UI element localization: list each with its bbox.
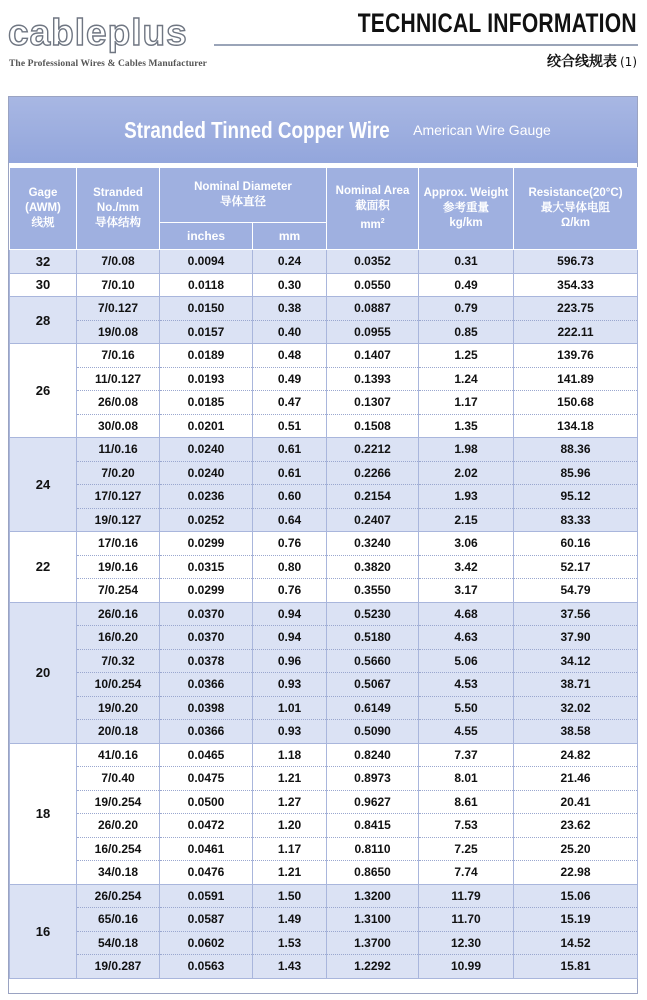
resistance-cell: 37.90 xyxy=(514,626,638,650)
mm-cell: 0.24 xyxy=(253,250,327,274)
area-cell: 0.5230 xyxy=(327,602,419,626)
banner-title: Stranded Tinned Copper Wire xyxy=(124,116,390,143)
table-row xyxy=(10,626,638,650)
mm-cell: 0.94 xyxy=(253,626,327,650)
weight-cell: 7.74 xyxy=(419,861,514,885)
table-row xyxy=(10,461,638,485)
mm-cell: 0.61 xyxy=(253,461,327,485)
table-row xyxy=(10,861,638,885)
table-row xyxy=(10,391,638,415)
page-subtitle xyxy=(547,51,637,71)
title-divider xyxy=(214,44,638,46)
gage-group xyxy=(10,743,638,884)
stranded-cell: 26/0.08 xyxy=(77,391,160,415)
gage-cell: 26 xyxy=(10,344,77,438)
weight-cell: 8.01 xyxy=(419,767,514,791)
stranded-cell: 26/0.20 xyxy=(77,814,160,838)
gage-group xyxy=(10,297,638,344)
weight-cell: 2.15 xyxy=(419,508,514,532)
stranded-cell: 65/0.16 xyxy=(77,908,160,932)
mm-cell: 1.21 xyxy=(253,861,327,885)
resistance-cell: 15.81 xyxy=(514,955,638,979)
resistance-cell: 222.11 xyxy=(514,320,638,344)
gage-cell: 28 xyxy=(10,297,77,344)
resistance-cell: 34.12 xyxy=(514,649,638,673)
table-row xyxy=(10,790,638,814)
inches-cell: 0.0315 xyxy=(160,555,253,579)
weight-cell: 1.17 xyxy=(419,391,514,415)
weight-cell: 7.53 xyxy=(419,814,514,838)
area-cell: 0.5067 xyxy=(327,673,419,697)
inches-cell: 0.0366 xyxy=(160,673,253,697)
resistance-cell: 54.79 xyxy=(514,579,638,603)
stranded-cell: 30/0.08 xyxy=(77,414,160,438)
inches-cell: 0.0370 xyxy=(160,626,253,650)
col-gage xyxy=(10,168,77,250)
resistance-cell: 60.16 xyxy=(514,532,638,556)
col-diameter-l1: Nominal Diameter xyxy=(194,181,292,193)
stranded-cell: 7/0.127 xyxy=(77,297,160,321)
table-row xyxy=(10,649,638,673)
gage-cell: 16 xyxy=(10,884,77,978)
resistance-cell: 25.20 xyxy=(514,837,638,861)
table-row xyxy=(10,297,638,321)
stranded-cell: 7/0.08 xyxy=(77,250,160,274)
resistance-cell: 24.82 xyxy=(514,743,638,767)
area-cell: 1.3100 xyxy=(327,908,419,932)
banner-subtitle: American Wire Gauge xyxy=(413,122,551,138)
gage-cell: 20 xyxy=(10,602,77,743)
table-row xyxy=(10,602,638,626)
mm-cell: 1.20 xyxy=(253,814,327,838)
stranded-cell: 19/0.127 xyxy=(77,508,160,532)
weight-cell: 1.35 xyxy=(419,414,514,438)
resistance-cell: 83.33 xyxy=(514,508,638,532)
mm-cell: 1.50 xyxy=(253,884,327,908)
area-cell: 0.2154 xyxy=(327,485,419,509)
area-cell: 0.0955 xyxy=(327,320,419,344)
col-inches: inches xyxy=(160,223,253,250)
weight-cell: 1.24 xyxy=(419,367,514,391)
resistance-cell: 15.06 xyxy=(514,884,638,908)
resistance-cell: 22.98 xyxy=(514,861,638,885)
mm-cell: 0.61 xyxy=(253,438,327,462)
mm-cell: 0.93 xyxy=(253,720,327,744)
gage-group xyxy=(10,250,638,274)
col-stranded-l2: No./mm xyxy=(96,202,140,214)
col-stranded-l3: 导体结构 xyxy=(95,217,141,229)
weight-cell: 11.70 xyxy=(419,908,514,932)
col-gage-l3: 线规 xyxy=(31,217,55,229)
table-row xyxy=(10,955,638,979)
mm-cell: 0.64 xyxy=(253,508,327,532)
stranded-cell: 41/0.16 xyxy=(77,743,160,767)
resistance-cell: 596.73 xyxy=(514,250,638,274)
col-gage-l2: (AWM) xyxy=(25,202,61,214)
resistance-cell: 21.46 xyxy=(514,767,638,791)
brand-logo: cableplus xyxy=(8,12,188,53)
col-area-l2: 截面积 xyxy=(355,200,390,213)
area-cell: 0.9627 xyxy=(327,790,419,814)
area-cell: 0.8973 xyxy=(327,767,419,791)
weight-cell: 3.42 xyxy=(419,555,514,579)
area-cell: 1.3200 xyxy=(327,884,419,908)
area-cell: 0.5180 xyxy=(327,626,419,650)
resistance-cell: 37.56 xyxy=(514,602,638,626)
inches-cell: 0.0475 xyxy=(160,767,253,791)
inches-cell: 0.0299 xyxy=(160,579,253,603)
mm-cell: 1.49 xyxy=(253,908,327,932)
resistance-cell: 141.89 xyxy=(514,367,638,391)
table-row xyxy=(10,908,638,932)
inches-cell: 0.0252 xyxy=(160,508,253,532)
area-cell: 0.0352 xyxy=(327,250,419,274)
mm-cell: 1.53 xyxy=(253,931,327,955)
area-cell: 0.5660 xyxy=(327,649,419,673)
gage-cell: 22 xyxy=(10,532,77,603)
area-cell: 0.1508 xyxy=(327,414,419,438)
weight-cell: 5.06 xyxy=(419,649,514,673)
weight-cell: 5.50 xyxy=(419,696,514,720)
area-cell: 0.1307 xyxy=(327,391,419,415)
gage-group xyxy=(10,602,638,743)
inches-cell: 0.0591 xyxy=(160,884,253,908)
inches-cell: 0.0240 xyxy=(160,438,253,462)
stranded-cell: 7/0.16 xyxy=(77,344,160,368)
resistance-cell: 354.33 xyxy=(514,273,638,297)
page-title: TECHNICAL INFORMATION xyxy=(357,8,637,38)
weight-cell: 0.79 xyxy=(419,297,514,321)
table-row xyxy=(10,414,638,438)
weight-cell: 2.02 xyxy=(419,461,514,485)
resistance-cell: 23.62 xyxy=(514,814,638,838)
table-row xyxy=(10,743,638,767)
stranded-cell: 17/0.127 xyxy=(77,485,160,509)
mm-cell: 1.17 xyxy=(253,837,327,861)
col-area-l1: Nominal Area xyxy=(335,185,410,198)
weight-cell: 12.30 xyxy=(419,931,514,955)
col-stranded-l1: Stranded xyxy=(93,187,143,199)
stranded-cell: 26/0.16 xyxy=(77,602,160,626)
weight-cell: 0.31 xyxy=(419,250,514,274)
area-cell: 0.2266 xyxy=(327,461,419,485)
mm-cell: 0.49 xyxy=(253,367,327,391)
area-cell: 0.6149 xyxy=(327,696,419,720)
weight-cell: 8.61 xyxy=(419,790,514,814)
col-diameter-l2: 导体直径 xyxy=(220,196,266,208)
resistance-cell: 14.52 xyxy=(514,931,638,955)
area-cell: 0.5090 xyxy=(327,720,419,744)
col-resistance-l1: Resistance(20°C) xyxy=(528,187,623,199)
table-banner xyxy=(9,97,637,165)
area-cell: 0.0887 xyxy=(327,297,419,321)
weight-cell: 7.37 xyxy=(419,743,514,767)
mm-cell: 0.93 xyxy=(253,673,327,697)
inches-cell: 0.0150 xyxy=(160,297,253,321)
stranded-cell: 7/0.254 xyxy=(77,579,160,603)
mm-cell: 1.21 xyxy=(253,767,327,791)
resistance-cell: 88.36 xyxy=(514,438,638,462)
table-row xyxy=(10,438,638,462)
inches-cell: 0.0602 xyxy=(160,931,253,955)
area-cell: 0.3240 xyxy=(327,532,419,556)
mm-cell: 0.94 xyxy=(253,602,327,626)
inches-cell: 0.0461 xyxy=(160,837,253,861)
table-row xyxy=(10,555,638,579)
spec-table-frame xyxy=(8,96,638,994)
inches-cell: 0.0299 xyxy=(160,532,253,556)
resistance-cell: 95.12 xyxy=(514,485,638,509)
table-row xyxy=(10,767,638,791)
inches-cell: 0.0500 xyxy=(160,790,253,814)
mm-cell: 0.48 xyxy=(253,344,327,368)
table-row xyxy=(10,508,638,532)
weight-cell: 4.55 xyxy=(419,720,514,744)
resistance-cell: 15.19 xyxy=(514,908,638,932)
area-cell: 1.3700 xyxy=(327,931,419,955)
table-row xyxy=(10,367,638,391)
area-cell: 0.2212 xyxy=(327,438,419,462)
col-area xyxy=(327,168,419,250)
gage-cell: 18 xyxy=(10,743,77,884)
table-row xyxy=(10,696,638,720)
stranded-cell: 17/0.16 xyxy=(77,532,160,556)
mm-cell: 1.18 xyxy=(253,743,327,767)
area-cell: 0.3550 xyxy=(327,579,419,603)
resistance-cell: 85.96 xyxy=(514,461,638,485)
weight-cell: 11.79 xyxy=(419,884,514,908)
subtitle-number: (1) xyxy=(620,55,637,69)
inches-cell: 0.0157 xyxy=(160,320,253,344)
inches-cell: 0.0236 xyxy=(160,485,253,509)
stranded-cell: 10/0.254 xyxy=(77,673,160,697)
area-cell: 0.8110 xyxy=(327,837,419,861)
brand-tagline: The Professional Wires & Cables Manufacturer xyxy=(9,59,207,69)
stranded-cell: 11/0.127 xyxy=(77,367,160,391)
mm-cell: 0.96 xyxy=(253,649,327,673)
stranded-cell: 7/0.40 xyxy=(77,767,160,791)
gage-group xyxy=(10,532,638,603)
area-cell: 0.1407 xyxy=(327,344,419,368)
col-mm: mm xyxy=(253,223,327,250)
col-weight xyxy=(419,168,514,250)
gage-cell: 24 xyxy=(10,438,77,532)
weight-cell: 1.25 xyxy=(419,344,514,368)
stranded-cell: 7/0.32 xyxy=(77,649,160,673)
weight-cell: 4.53 xyxy=(419,673,514,697)
mm-cell: 0.76 xyxy=(253,532,327,556)
stranded-cell: 7/0.10 xyxy=(77,273,160,297)
gage-cell: 32 xyxy=(10,250,77,274)
wire-spec-table xyxy=(9,167,638,979)
weight-cell: 3.06 xyxy=(419,532,514,556)
weight-cell: 1.98 xyxy=(419,438,514,462)
inches-cell: 0.0118 xyxy=(160,273,253,297)
stranded-cell: 16/0.254 xyxy=(77,837,160,861)
area-cell: 1.2292 xyxy=(327,955,419,979)
table-row xyxy=(10,931,638,955)
col-gage-l1: Gage xyxy=(28,187,58,199)
stranded-cell: 26/0.254 xyxy=(77,884,160,908)
stranded-cell: 54/0.18 xyxy=(77,931,160,955)
col-diameter xyxy=(160,168,327,223)
weight-cell: 1.93 xyxy=(419,485,514,509)
stranded-cell: 11/0.16 xyxy=(77,438,160,462)
resistance-cell: 20.41 xyxy=(514,790,638,814)
resistance-cell: 150.68 xyxy=(514,391,638,415)
resistance-cell: 52.17 xyxy=(514,555,638,579)
stranded-cell: 34/0.18 xyxy=(77,861,160,885)
col-weight-l2: 参考重量 xyxy=(443,202,489,214)
area-cell: 0.8650 xyxy=(327,861,419,885)
area-cell: 0.2407 xyxy=(327,508,419,532)
table-row xyxy=(10,320,638,344)
gage-group xyxy=(10,344,638,438)
resistance-cell: 32.02 xyxy=(514,696,638,720)
weight-cell: 0.85 xyxy=(419,320,514,344)
mm-cell: 0.60 xyxy=(253,485,327,509)
stranded-cell: 19/0.08 xyxy=(77,320,160,344)
resistance-cell: 38.71 xyxy=(514,673,638,697)
inches-cell: 0.0476 xyxy=(160,861,253,885)
inches-cell: 0.0189 xyxy=(160,344,253,368)
inches-cell: 0.0563 xyxy=(160,955,253,979)
mm-cell: 0.76 xyxy=(253,579,327,603)
mm-cell: 1.43 xyxy=(253,955,327,979)
area-cell: 0.3820 xyxy=(327,555,419,579)
inches-cell: 0.0398 xyxy=(160,696,253,720)
gage-group xyxy=(10,273,638,297)
col-area-l3 xyxy=(327,214,418,233)
weight-cell: 4.68 xyxy=(419,602,514,626)
subtitle-text: 绞合线规表 xyxy=(547,54,617,70)
area-cell: 0.0550 xyxy=(327,273,419,297)
col-weight-l1: Approx. Weight xyxy=(423,187,509,199)
table-row xyxy=(10,485,638,509)
table-row xyxy=(10,720,638,744)
col-resistance-l3: Ω/km xyxy=(560,217,591,229)
table-row xyxy=(10,344,638,368)
mm-cell: 0.47 xyxy=(253,391,327,415)
weight-cell: 3.17 xyxy=(419,579,514,603)
table-row xyxy=(10,837,638,861)
table-row xyxy=(10,814,638,838)
col-resistance xyxy=(514,168,638,250)
weight-cell: 4.63 xyxy=(419,626,514,650)
mm-cell: 0.40 xyxy=(253,320,327,344)
stranded-cell: 19/0.20 xyxy=(77,696,160,720)
resistance-cell: 223.75 xyxy=(514,297,638,321)
resistance-cell: 134.18 xyxy=(514,414,638,438)
inches-cell: 0.0185 xyxy=(160,391,253,415)
weight-cell: 0.49 xyxy=(419,273,514,297)
inches-cell: 0.0587 xyxy=(160,908,253,932)
stranded-cell: 19/0.16 xyxy=(77,555,160,579)
table-row xyxy=(10,250,638,274)
table-row xyxy=(10,579,638,603)
table-row xyxy=(10,273,638,297)
inches-cell: 0.0201 xyxy=(160,414,253,438)
stranded-cell: 7/0.20 xyxy=(77,461,160,485)
resistance-cell: 38.58 xyxy=(514,720,638,744)
weight-cell: 7.25 xyxy=(419,837,514,861)
weight-cell: 10.99 xyxy=(419,955,514,979)
table-row xyxy=(10,884,638,908)
resistance-cell: 139.76 xyxy=(514,344,638,368)
gage-group xyxy=(10,884,638,978)
stranded-cell: 20/0.18 xyxy=(77,720,160,744)
inches-cell: 0.0193 xyxy=(160,367,253,391)
stranded-cell: 19/0.254 xyxy=(77,790,160,814)
inches-cell: 0.0370 xyxy=(160,602,253,626)
stranded-cell: 16/0.20 xyxy=(77,626,160,650)
mm-cell: 0.80 xyxy=(253,555,327,579)
inches-cell: 0.0465 xyxy=(160,743,253,767)
gage-cell: 30 xyxy=(10,273,77,297)
col-weight-l3: kg/km xyxy=(449,217,483,229)
col-stranded xyxy=(77,168,160,250)
col-resistance-l2: 最大导体电阻 xyxy=(541,202,610,214)
inches-cell: 0.0094 xyxy=(160,250,253,274)
gage-group xyxy=(10,438,638,532)
area-cell: 0.8240 xyxy=(327,743,419,767)
stranded-cell: 19/0.287 xyxy=(77,955,160,979)
inches-cell: 0.0472 xyxy=(160,814,253,838)
col-area-unit: mm xyxy=(360,218,381,231)
mm-cell: 1.01 xyxy=(253,696,327,720)
mm-cell: 0.30 xyxy=(253,273,327,297)
area-cell: 0.1393 xyxy=(327,367,419,391)
table-row xyxy=(10,532,638,556)
mm-cell: 0.51 xyxy=(253,414,327,438)
col-area-sup: 2 xyxy=(380,218,385,226)
inches-cell: 0.0378 xyxy=(160,649,253,673)
mm-cell: 0.38 xyxy=(253,297,327,321)
area-cell: 0.8415 xyxy=(327,814,419,838)
table-row xyxy=(10,673,638,697)
inches-cell: 0.0366 xyxy=(160,720,253,744)
mm-cell: 1.27 xyxy=(253,790,327,814)
inches-cell: 0.0240 xyxy=(160,461,253,485)
